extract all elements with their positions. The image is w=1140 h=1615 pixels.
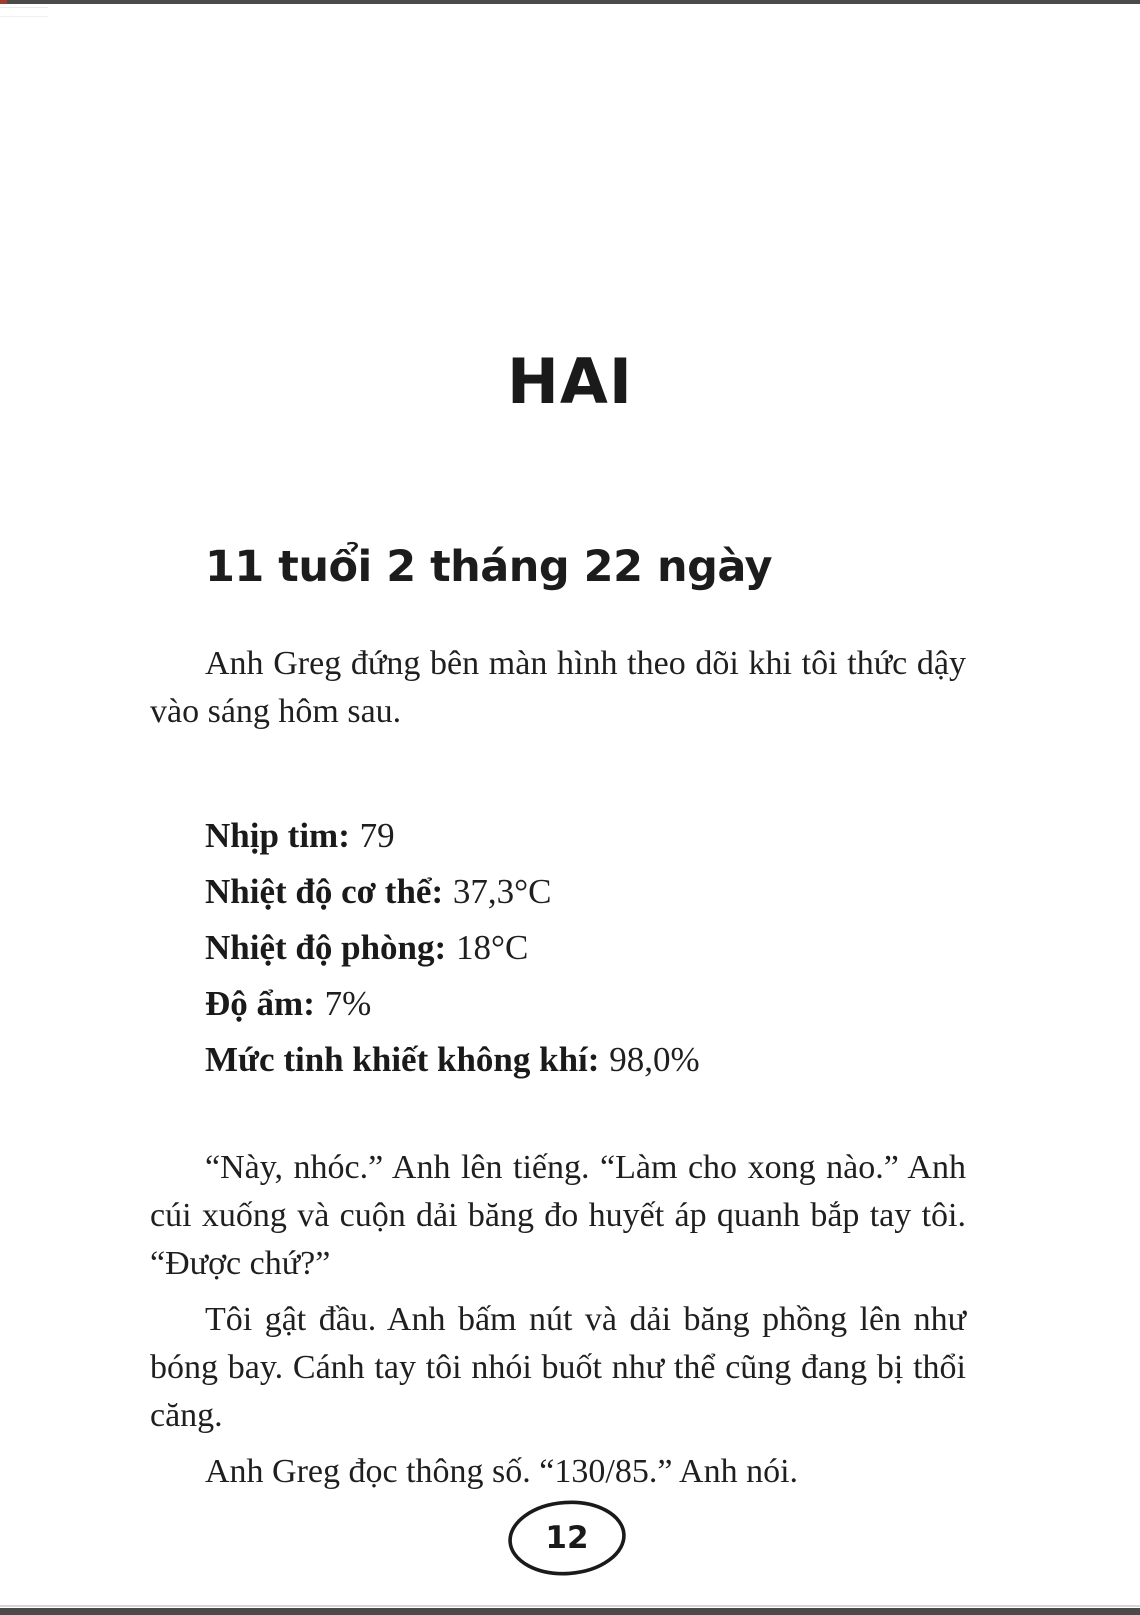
- vital-row-air-purity: [205, 1032, 966, 1088]
- vital-value: 18°C: [455, 928, 529, 967]
- vital-row-room-temperature: [205, 920, 966, 976]
- vital-separator: :: [434, 928, 447, 967]
- vital-value: 37,3°C: [452, 872, 552, 911]
- top-scan-edge-bar: [0, 0, 1140, 4]
- section-heading: 11 tuổi 2 tháng 22 ngày: [205, 542, 773, 592]
- paragraph-3: Tôi gật đầu. Anh bấm nút và dải băng phồng lên như bóng bay. Cánh tay tôi nhói buốt như thể cũng đang bị thổi căng.: [150, 1301, 966, 1434]
- top-scan-artifact-lines: [0, 7, 48, 17]
- chapter-title: HAI: [507, 345, 633, 418]
- paragraph-1: Anh Greg đứng bên màn hình theo dõi khi tôi thức dậy vào sáng hôm sau.: [150, 645, 966, 730]
- top-left-red-fleck: [0, 0, 7, 4]
- vital-label: Nhiệt độ cơ thể: [205, 872, 432, 911]
- vital-label: Nhịp tim: [205, 816, 339, 855]
- bottom-scan-artifact-line: [0, 1605, 1140, 1607]
- vital-value: 7%: [324, 984, 372, 1023]
- vital-separator: :: [431, 872, 444, 911]
- vital-row-heart-rate: [205, 808, 966, 864]
- page-number-badge: [504, 1496, 630, 1580]
- text-column: [150, 640, 966, 1496]
- vital-row-humidity: [205, 976, 966, 1032]
- vital-label: Nhiệt độ phòng: [205, 928, 435, 967]
- paragraph-4: Anh Greg đọc thông số. “130/85.” Anh nói.: [205, 1453, 799, 1490]
- page-number: 12: [545, 1520, 589, 1556]
- bottom-scan-edge-bar: [0, 1608, 1140, 1615]
- vital-label: Mức tinh khiết không khí: [205, 1040, 588, 1079]
- vital-value: 98,0%: [609, 1040, 700, 1079]
- vitals-list: [205, 808, 966, 1088]
- vital-row-body-temperature: [205, 864, 966, 920]
- vital-separator: :: [338, 816, 350, 855]
- vital-label: Độ ẩm: [205, 984, 304, 1023]
- vital-separator: :: [587, 1040, 600, 1079]
- paragraph-2: “Này, nhóc.” Anh lên tiếng. “Làm cho xong nào.” Anh cúi xuống và cuộn dải băng đo huyết áp quanh bắp tay tôi. “Được chứ?”: [150, 1149, 966, 1282]
- vital-value: 79: [359, 816, 395, 855]
- vital-separator: :: [303, 984, 315, 1023]
